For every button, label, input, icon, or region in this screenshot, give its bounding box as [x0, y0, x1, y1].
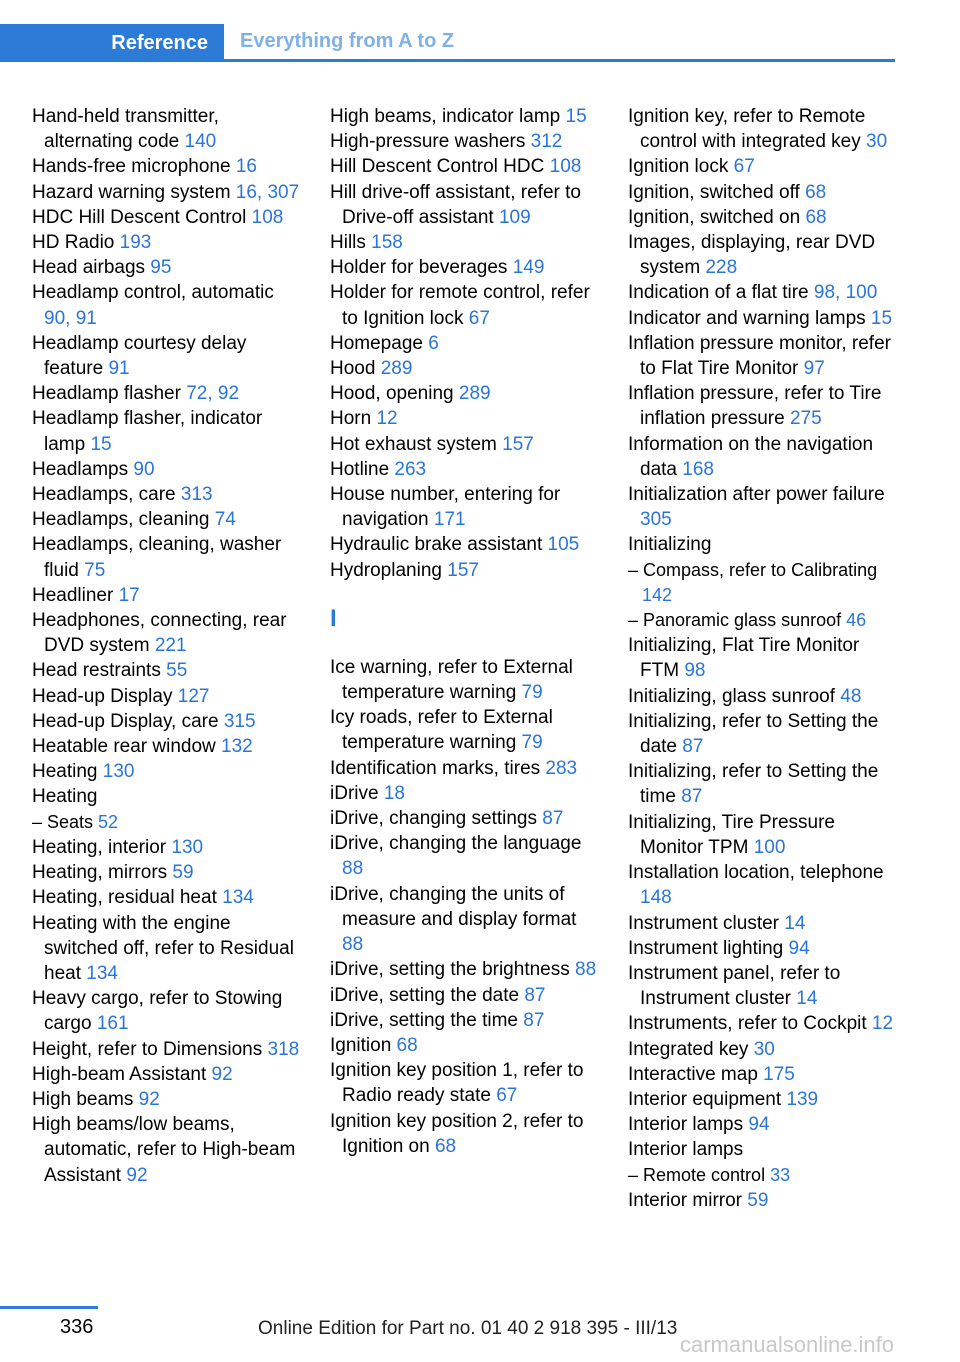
index-term: Instrument lighting [628, 937, 789, 959]
index-entry [330, 1109, 602, 1159]
index-entry [32, 104, 304, 154]
index-entry [330, 255, 602, 280]
edition-note: Online Edition for Part no. 01 40 2 918 395 - III/13 [258, 1318, 678, 1339]
index-term: Instrument cluster [628, 912, 785, 934]
page-reference-link[interactable]: 59 [747, 1189, 769, 1211]
index-entry [628, 381, 896, 431]
index-term: Holder for beverages [330, 257, 513, 279]
index-term: High-beam Assistant [32, 1063, 212, 1085]
index-term: Homepage [330, 332, 429, 354]
page-reference-link[interactable]: 193 [119, 232, 152, 254]
header-rule [0, 59, 895, 62]
page-reference-link[interactable]: 68 [805, 206, 827, 228]
index-term: iDrive, changing the language [330, 833, 582, 855]
index-term: Heating, interior [32, 836, 172, 858]
index-entry [330, 983, 602, 1008]
index-entry [330, 406, 602, 431]
index-entry [628, 104, 896, 154]
page-reference-link[interactable]: 289 [458, 383, 491, 405]
index-term: Hazard warning system [32, 181, 236, 203]
index-term: Headlamps, care [32, 484, 181, 506]
page-reference-link[interactable]: 68 [434, 1135, 457, 1157]
page-reference-link[interactable]: 94 [748, 1114, 770, 1136]
index-entry [330, 882, 602, 958]
index-term: Interior equipment [628, 1088, 787, 1110]
index-term: Hydraulic brake assistant [330, 534, 548, 556]
page-reference-link[interactable]: 55 [166, 660, 188, 682]
index-entry [628, 1137, 896, 1162]
index-entry [330, 532, 602, 557]
index-entry [330, 1008, 602, 1033]
index-term: HD Radio [32, 232, 120, 254]
index-entry [32, 482, 304, 507]
index-term: Interior mirror [628, 1189, 748, 1211]
index-term: Hood, opening [330, 383, 459, 405]
index-entry [628, 961, 896, 1011]
index-entry [32, 608, 304, 658]
page-reference-link[interactable]: 289 [380, 358, 413, 380]
index-term: Hydroplaning [330, 559, 448, 581]
page-reference-link[interactable]: 16 [235, 156, 257, 178]
index-term: Head airbags [32, 257, 151, 279]
index-term: Hood [330, 358, 381, 380]
page-reference-link[interactable]: 92 [138, 1088, 160, 1110]
index-entry [628, 205, 896, 230]
page-reference-link[interactable]: 127 [177, 685, 210, 707]
section-letter-heading: I [330, 604, 337, 632]
index-term: iDrive, setting the brightness [330, 959, 576, 981]
index-entry [628, 306, 896, 331]
index-term: iDrive, changing the units of measure and display format [330, 883, 577, 930]
index-entry [32, 1112, 304, 1188]
index-term: HDC Hill Descent Control [32, 206, 252, 228]
page-reference-link[interactable]: 91 [108, 358, 130, 380]
index-entry [330, 655, 602, 705]
index-entry [330, 806, 602, 831]
index-entry [628, 180, 896, 205]
index-term: Horn [330, 408, 377, 430]
index-entry [330, 705, 602, 755]
page-reference-link[interactable]: 142 [642, 584, 673, 605]
index-term: Instrument panel, refer to Instrument cluster [628, 962, 841, 1010]
index-term: Installation location, telephone [628, 862, 884, 884]
index-entry [628, 154, 896, 179]
subsection-title: Everything from A to Z [240, 30, 455, 52]
index-group-i [330, 655, 602, 1159]
index-entry [628, 1087, 896, 1112]
page-reference-link[interactable]: 15 [565, 106, 587, 127]
index-entry [330, 457, 602, 482]
index-entry [330, 280, 602, 330]
page-reference-link[interactable]: 130 [102, 761, 135, 783]
header-bar [0, 24, 895, 62]
page-reference-link[interactable]: 87 [682, 736, 704, 758]
index-term: Ignition, switched on [628, 206, 806, 228]
index-term: Initializing, glass sunroof [628, 685, 841, 707]
index-entry [330, 129, 602, 154]
page-reference-link[interactable]: 109 [498, 206, 531, 228]
index-entry [628, 482, 896, 532]
index-entry [32, 835, 304, 860]
index-term: Initializing, Tire Pressure Monitor TPM [628, 811, 835, 858]
index-term: Headlamps, cleaning [32, 509, 215, 531]
index-term: iDrive, setting the time [330, 1009, 524, 1031]
index-term: Hotline [330, 458, 395, 480]
page-reference-link[interactable]: 17 [118, 584, 140, 606]
index-term: Interactive map [628, 1063, 764, 1085]
index-entry [628, 810, 896, 860]
index-entry [32, 885, 304, 910]
index-entry [32, 280, 304, 330]
index-term: Headlamps, cleaning, washer fluid [32, 534, 282, 581]
index-entry [330, 831, 602, 881]
index-entry [32, 1087, 304, 1112]
page-reference-link[interactable]: 157 [502, 433, 534, 455]
page-reference-link[interactable]: 108 [549, 156, 582, 178]
index-entry [32, 154, 304, 179]
page-reference-link[interactable]: 79 [521, 732, 543, 754]
page-reference-link[interactable]: 158 [371, 232, 403, 254]
index-column-3 [628, 104, 896, 1213]
index-entry [32, 810, 304, 835]
page-reference-link[interactable]: 68 [805, 181, 827, 203]
index-entry [330, 957, 602, 982]
index-term: Heatable rear window [32, 736, 222, 758]
index-term: Initializing, refer to Setting the date [628, 710, 879, 758]
index-entry [628, 684, 896, 709]
index-term: Heating, residual heat [32, 887, 223, 909]
page-reference-link[interactable]: 132 [221, 736, 253, 758]
index-term: Height, refer to Dimensions [32, 1038, 268, 1060]
page-reference-link[interactable]: 18 [383, 782, 405, 804]
index-term: Icy roads, refer to External temperature warning [330, 707, 553, 754]
index-entry [32, 457, 304, 482]
page-reference-link[interactable]: 315 [223, 710, 256, 732]
page-reference-link[interactable]: 74 [214, 509, 236, 531]
index-entry [330, 331, 602, 356]
index-term: Hill Descent Control HDC [330, 156, 550, 178]
index-term: iDrive, setting the date [330, 984, 525, 1006]
page-reference-link[interactable]: 313 [180, 484, 213, 506]
index-entry [628, 432, 896, 482]
page-reference-link[interactable]: 140 [184, 131, 217, 153]
index-entry [628, 709, 896, 759]
index-entry [32, 1037, 304, 1062]
index-term: – Panoramic glass sunroof [628, 610, 847, 631]
page-reference-link[interactable]: 68 [396, 1034, 418, 1056]
index-entry [32, 406, 304, 456]
index-entry [330, 781, 602, 806]
index-entry [628, 608, 896, 633]
index-term: Ignition key, refer to Remote control with integrated key [628, 106, 867, 153]
index-term: Headlamp flasher [32, 383, 187, 405]
page-reference-link[interactable]: 318 [267, 1038, 300, 1060]
index-entry [628, 936, 896, 961]
index-term: Headlamp courtesy delay feature [32, 332, 247, 380]
page-reference-link[interactable]: 105 [547, 534, 580, 556]
page-reference-link[interactable]: 88 [342, 858, 364, 880]
index-entry [628, 230, 896, 280]
index-entry [330, 180, 602, 230]
index-term: Ignition [330, 1034, 397, 1056]
index-term: Head restraints [32, 660, 167, 682]
page-reference-link[interactable]: 171 [433, 509, 466, 531]
index-entry [32, 709, 304, 734]
page-number: 336 [60, 1316, 94, 1338]
index-term: iDrive, changing settings [330, 808, 543, 830]
index-entry [32, 255, 304, 280]
index-term: Ice warning, refer to External temperature warning [330, 656, 573, 704]
page-reference-link[interactable]: 98 [684, 660, 706, 682]
page-reference-link[interactable]: 168 [682, 458, 714, 480]
index-term: Ignition key position 2, refer to Ignition on [330, 1110, 584, 1157]
index-entry [32, 331, 304, 381]
page-reference-link[interactable]: 87 [523, 1009, 545, 1031]
index-term: Hot exhaust system [330, 433, 503, 455]
index-term: Integrated key [628, 1038, 754, 1060]
index-term: Heating with the engine switched off, refer to Residual heat [32, 912, 294, 984]
index-entry [628, 1011, 896, 1036]
page-reference-link[interactable]: 157 [447, 559, 479, 581]
index-entry [628, 558, 896, 608]
index-entry [32, 759, 304, 784]
page-reference-link[interactable]: 33 [770, 1164, 791, 1185]
page-reference-link[interactable]: 130 [171, 836, 204, 858]
section-tab: Reference [0, 24, 224, 62]
index-entry [330, 230, 602, 255]
watermark: carmanualsonline.info [680, 1332, 895, 1357]
index-term: High-pressure washers [330, 131, 531, 153]
page-reference-link[interactable]: 95 [150, 257, 172, 279]
index-term: – Remote control [628, 1164, 771, 1185]
index-entry [32, 986, 304, 1036]
page-reference-link[interactable]: 90, 91 [44, 307, 97, 329]
index-term: Heating, mirrors [32, 862, 173, 884]
page-reference-link[interactable]: 97 [803, 358, 825, 380]
index-term: Interior lamps [628, 1114, 749, 1136]
index-entry [32, 507, 304, 532]
index-entry [628, 1112, 896, 1137]
index-entry [32, 911, 304, 987]
index-term: Head-up Display [32, 685, 178, 707]
index-term: Headlamp control, automatic [32, 282, 274, 304]
index-term: Hand-held transmitter, alternating code [32, 106, 219, 153]
index-term: Headliner [32, 584, 119, 606]
index-term: House number, entering for navigation [330, 484, 561, 531]
index-term: High beams, indicator lamp [330, 106, 566, 127]
page-reference-link[interactable]: 134 [86, 962, 118, 984]
page-reference-link[interactable]: 48 [840, 685, 862, 707]
index-term: Information on the navigation data [628, 433, 874, 480]
index-term: Images, displaying, rear DVD system [628, 232, 876, 279]
index-term: Head-up Display, care [32, 710, 224, 732]
footer-rule [0, 1306, 98, 1309]
index-entry [32, 381, 304, 406]
index-term: High beams/low beams, automatic, refer to High-beam Assistant [32, 1114, 296, 1186]
index-entry [628, 532, 896, 557]
page-reference-link[interactable]: 148 [640, 887, 672, 909]
page-reference-link[interactable]: 87 [524, 984, 546, 1006]
page-reference-link[interactable]: 92 [126, 1164, 148, 1186]
index-column-1 [32, 104, 304, 1188]
index-term: Headlamps [32, 458, 134, 480]
index-term: Initializing, Flat Tire Monitor FTM [628, 635, 860, 682]
index-entry [330, 1058, 602, 1108]
index-term: Ignition lock [628, 156, 734, 178]
page-reference-link[interactable]: 175 [763, 1063, 795, 1085]
index-entry [330, 381, 602, 406]
page-reference-link[interactable]: 75 [84, 559, 106, 581]
index-entry [628, 759, 896, 809]
index-term: Initializing, refer to Setting the time [628, 761, 879, 808]
page-reference-link[interactable]: 283 [545, 757, 578, 779]
index-entry [628, 1062, 896, 1087]
index-term: Holder for remote control, refer to Ignition lock [330, 282, 590, 329]
index-entry [628, 280, 896, 305]
index-term: Instruments, refer to Cockpit [628, 1013, 872, 1035]
index-entry [330, 558, 602, 583]
page-reference-link[interactable]: 46 [846, 610, 867, 631]
index-term: Indication of a flat tire [628, 282, 814, 304]
page-reference-link[interactable]: 15 [90, 433, 112, 455]
page-reference-link[interactable]: 149 [512, 257, 545, 279]
page-reference-link[interactable]: 14 [784, 912, 806, 934]
page-reference-link[interactable]: 67 [496, 1085, 518, 1107]
index-entry [628, 1163, 896, 1188]
page-reference-link[interactable]: 87 [542, 808, 564, 830]
index-term: Hands-free microphone [32, 156, 236, 178]
page-reference-link[interactable]: 79 [521, 682, 543, 704]
page-reference-link[interactable]: 88 [342, 934, 364, 956]
page-reference-link[interactable]: 30 [866, 131, 888, 153]
index-term: Headlamp flasher, indicator lamp [32, 408, 263, 455]
index-term: iDrive [330, 782, 384, 804]
index-term: Heavy cargo, refer to Stowing cargo [32, 988, 283, 1035]
page-reference-link[interactable]: 312 [530, 131, 563, 153]
page-reference-link[interactable]: 100 [753, 836, 786, 858]
page-reference-link[interactable]: 108 [251, 206, 284, 228]
index-term: Interior lamps [628, 1139, 744, 1161]
page-reference-link[interactable]: 52 [98, 811, 119, 832]
index-term: – Seats [32, 811, 99, 832]
index-term: – Compass, refer to Calibrating [628, 559, 878, 580]
index-term: Hills [330, 232, 372, 254]
index-entry [330, 1033, 602, 1058]
page-reference-link[interactable]: 59 [172, 862, 194, 884]
index-entry [32, 532, 304, 582]
page-reference-link[interactable]: 87 [681, 786, 703, 808]
page-reference-link[interactable]: 12 [871, 1013, 894, 1035]
index-column-2 [330, 104, 602, 1159]
index-term: High beams [32, 1088, 139, 1110]
index-entry [628, 860, 896, 910]
index-entry [32, 658, 304, 683]
index-term: Ignition key position 1, refer to Radio ready state [330, 1060, 584, 1107]
index-entry [32, 205, 304, 230]
index-term: Heating [32, 761, 103, 783]
page-reference-link[interactable]: 6 [428, 332, 439, 354]
page-reference-link[interactable]: 15 [870, 307, 893, 329]
page-reference-link[interactable]: 30 [753, 1038, 775, 1060]
index-entry [330, 104, 602, 129]
page-reference-link[interactable]: 94 [788, 937, 810, 959]
index-term: Ignition, switched off [628, 181, 806, 203]
index-entry [32, 1062, 304, 1087]
index-term: Indicator and warning lamps [628, 307, 871, 329]
page-reference-link[interactable]: 305 [640, 509, 672, 531]
index-entry [628, 331, 896, 381]
page-reference-link[interactable]: 221 [154, 635, 187, 657]
page-reference-link[interactable]: 263 [394, 458, 427, 480]
page-reference-link[interactable]: 67 [733, 156, 755, 178]
index-entry [628, 1188, 896, 1213]
index-term: Headphones, connecting, rear DVD system [32, 610, 287, 657]
index-entry [32, 684, 304, 709]
index-entry [330, 356, 602, 381]
index-entry [330, 154, 602, 179]
index-term: Initialization after power failure [628, 484, 885, 506]
index-entry [628, 633, 896, 683]
page-reference-link[interactable]: 72, 92 [186, 383, 240, 405]
index-term: Identification marks, tires [330, 757, 546, 779]
page-reference-link[interactable]: 98, 100 [813, 282, 878, 304]
index-term: Heating [32, 786, 98, 808]
index-entry [32, 583, 304, 608]
page-reference-link[interactable]: 67 [468, 307, 490, 329]
page-reference-link[interactable]: 228 [705, 257, 738, 279]
page-reference-link[interactable]: 12 [376, 408, 398, 430]
index-entry [330, 482, 602, 532]
page-reference-link[interactable]: 134 [222, 887, 254, 909]
index-term: Hill drive-off assistant, refer to Drive-off assistant [330, 181, 581, 228]
page-reference-link[interactable]: 275 [789, 408, 822, 430]
page-reference-link[interactable]: 161 [96, 1013, 129, 1035]
index-entry [330, 756, 602, 781]
index-entry [628, 1037, 896, 1062]
index-group-h-continued [330, 104, 602, 583]
page-reference-link[interactable]: 90 [133, 458, 155, 480]
index-entry [32, 784, 304, 809]
index-entry [330, 432, 602, 457]
page-reference-link[interactable]: 14 [796, 988, 818, 1010]
page-reference-link[interactable]: 88 [575, 959, 597, 981]
index-entry [628, 911, 896, 936]
page-reference-link[interactable]: 16, 307 [235, 181, 300, 203]
index-term: Inflation pressure, refer to Tire inflation pressure [628, 383, 882, 430]
index-term: Inflation pressure monitor, refer to Flat Tire Monitor [628, 332, 891, 380]
index-term: Initializing [628, 534, 712, 556]
index-entry [32, 230, 304, 255]
index-entry [32, 860, 304, 885]
index-entry [32, 734, 304, 759]
page-reference-link[interactable]: 92 [211, 1063, 233, 1085]
page-reference-link[interactable]: 139 [786, 1088, 819, 1110]
index-entry [32, 180, 304, 205]
